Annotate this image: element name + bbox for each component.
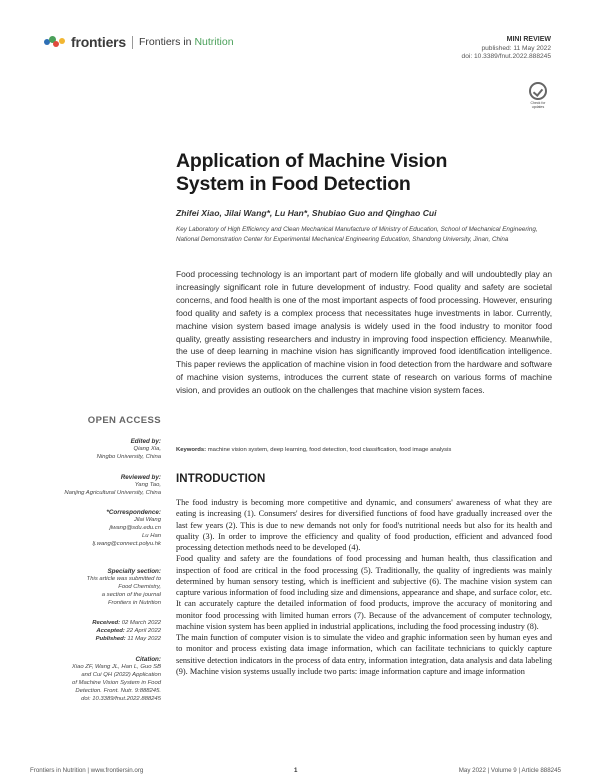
email-link[interactable]: lj.wang@connect.polyu.hk (92, 540, 161, 547)
check-for-updates-badge[interactable] (527, 82, 549, 108)
citation: Citation: Xiao ZF, Wang JL, Han L, Guo SB and Cui QH (2022) Application of Machine Vision System in Food Detection. Front. Nutr. 9:888245. doi: 10.3389/fnut.2022.888245 (71, 656, 161, 702)
email-link[interactable]: jlwang@sdu.edu.cn (109, 524, 161, 531)
page-number: 1 (294, 767, 298, 774)
logo-divider (132, 36, 133, 49)
affiliation: Key Laboratory of High Efficiency and Clean Mechanical Manufacture of Ministry of Education, School of Mechanical Engineering, National Demonstration Center for Experimental Mechanical Engineering Education, Shandong University, Jinan, China (176, 226, 538, 243)
citation-doi[interactable]: doi: 10.3389/fnut.2022.888245 (81, 695, 161, 702)
frontiers-logo-icon (44, 35, 68, 49)
section-heading-introduction: INTRODUCTION (176, 473, 266, 485)
open-access-label: OPEN ACCESS (87, 415, 161, 426)
journal-logo (44, 34, 234, 50)
check-icon (529, 82, 547, 100)
paragraph: The food industry is becoming more competitive and dynamic, and consumers' awareness of what they are eating is increasing (1). Consumers' desires for diversified functions of food have gradually increased over the last few years (2). This is due to new demands not only for food's nutritional needs but also for its health and quality (3). In order to improve the efficiency and quality of food production, efficient and advanced food processing detection methods need to be developed (4). (176, 498, 552, 552)
dates: Received: 02 March 2022 Accepted: 22 April 2022 Published: 11 May 2022 (92, 620, 161, 642)
article-doi[interactable]: doi: 10.3389/fnut.2022.888245 (461, 53, 551, 61)
keywords: Keywords: machine vision system, deep learning, food detection, food classification, food image analysis (176, 447, 452, 453)
article-type: MINI REVIEW (506, 36, 551, 43)
published-date: published: 11 May 2022 (481, 44, 551, 52)
footer-journal[interactable]: Frontiers in Nutrition | www.frontiersin.org (30, 767, 144, 774)
correspondence: *Correspondence: Jilai Wang jlwang@sdu.edu.cn Lu Han lj.wang@connect.polyu.hk (92, 509, 161, 547)
footer-volume: May 2022 | Volume 9 | Article 888245 (458, 767, 561, 774)
specialty-section: Specialty section: This article was submitted to Food Chemistry, a section of the journal Frontiers in Nutrition (86, 568, 161, 606)
paragraph: The main function of computer vision is to simulate the video and graphic information seen by human eyes and to monitor and process existing data image information, which can facilitate technicians to quickly capture sensitive detection indicators in the process of data entry, information integration, data analysis and data labeling (9). Machine vision systems usually include two parts: image information capture and image information (176, 633, 552, 676)
author-list: Zhifei Xiao, Jilai Wang*, Lu Han*, Shubiao Guo and Qinghao Cui (176, 208, 437, 218)
introduction-body (176, 497, 552, 677)
edited-by: Edited by: Qiang Xia, Ningbo University, China (96, 438, 161, 460)
paragraph: Food quality and safety are the foundations of food processing and human health, thus classification and inspection of food are critical in the food processing (5). Traditionally, the quality of ingredients was mainly determined by human sensory testing, which is inefficient and subjective (6). The machine vision system can capture various information of food including size and dimensions, appearance and shape, and surface color, etc. It can accurately capture the detailed information of food products, improve the accuracy of monitoring and monitor food processing with limited human errors (7). Because of the advancement of computer technology, machine vision system has been applied in industrial applications, including the food processing industry (8). (176, 554, 552, 631)
brand-name: frontiers (71, 34, 126, 50)
article-title: Application of Machine Vision System in Food Detection (176, 150, 448, 195)
article-meta (462, 36, 551, 62)
check-label: Check for updates (530, 101, 546, 109)
abstract: Food processing technology is an important part of modern life globally and will undoubtedly play an increasingly significant role in future development of industry. Food quality and safety are societal concerns, and food health is one of the most important aspects of food processing. However, ensuring food quality and safety is a complex process that necessitates huge investments in labor. Currently, machine vision system based image analysis is widely used in the food industry to monitor food quality, greatly assisting researchers and industry in improving food inspection efficiency. Meanwhile, the use of deep learning in machine vision has significantly improved food identification intelligence. This paper reviews the application of machine vision in food detection from the hardware and software of machine vision systems, introduces the current state of research on various forms of machine vision, and provides an outlook on the challenges that machine vision system faces. (176, 269, 552, 396)
reviewed-by: Reviewed by: Yang Tao, Nanjing Agricultural University, China (64, 474, 161, 496)
journal-name: Frontiers in Nutrition (139, 36, 234, 48)
